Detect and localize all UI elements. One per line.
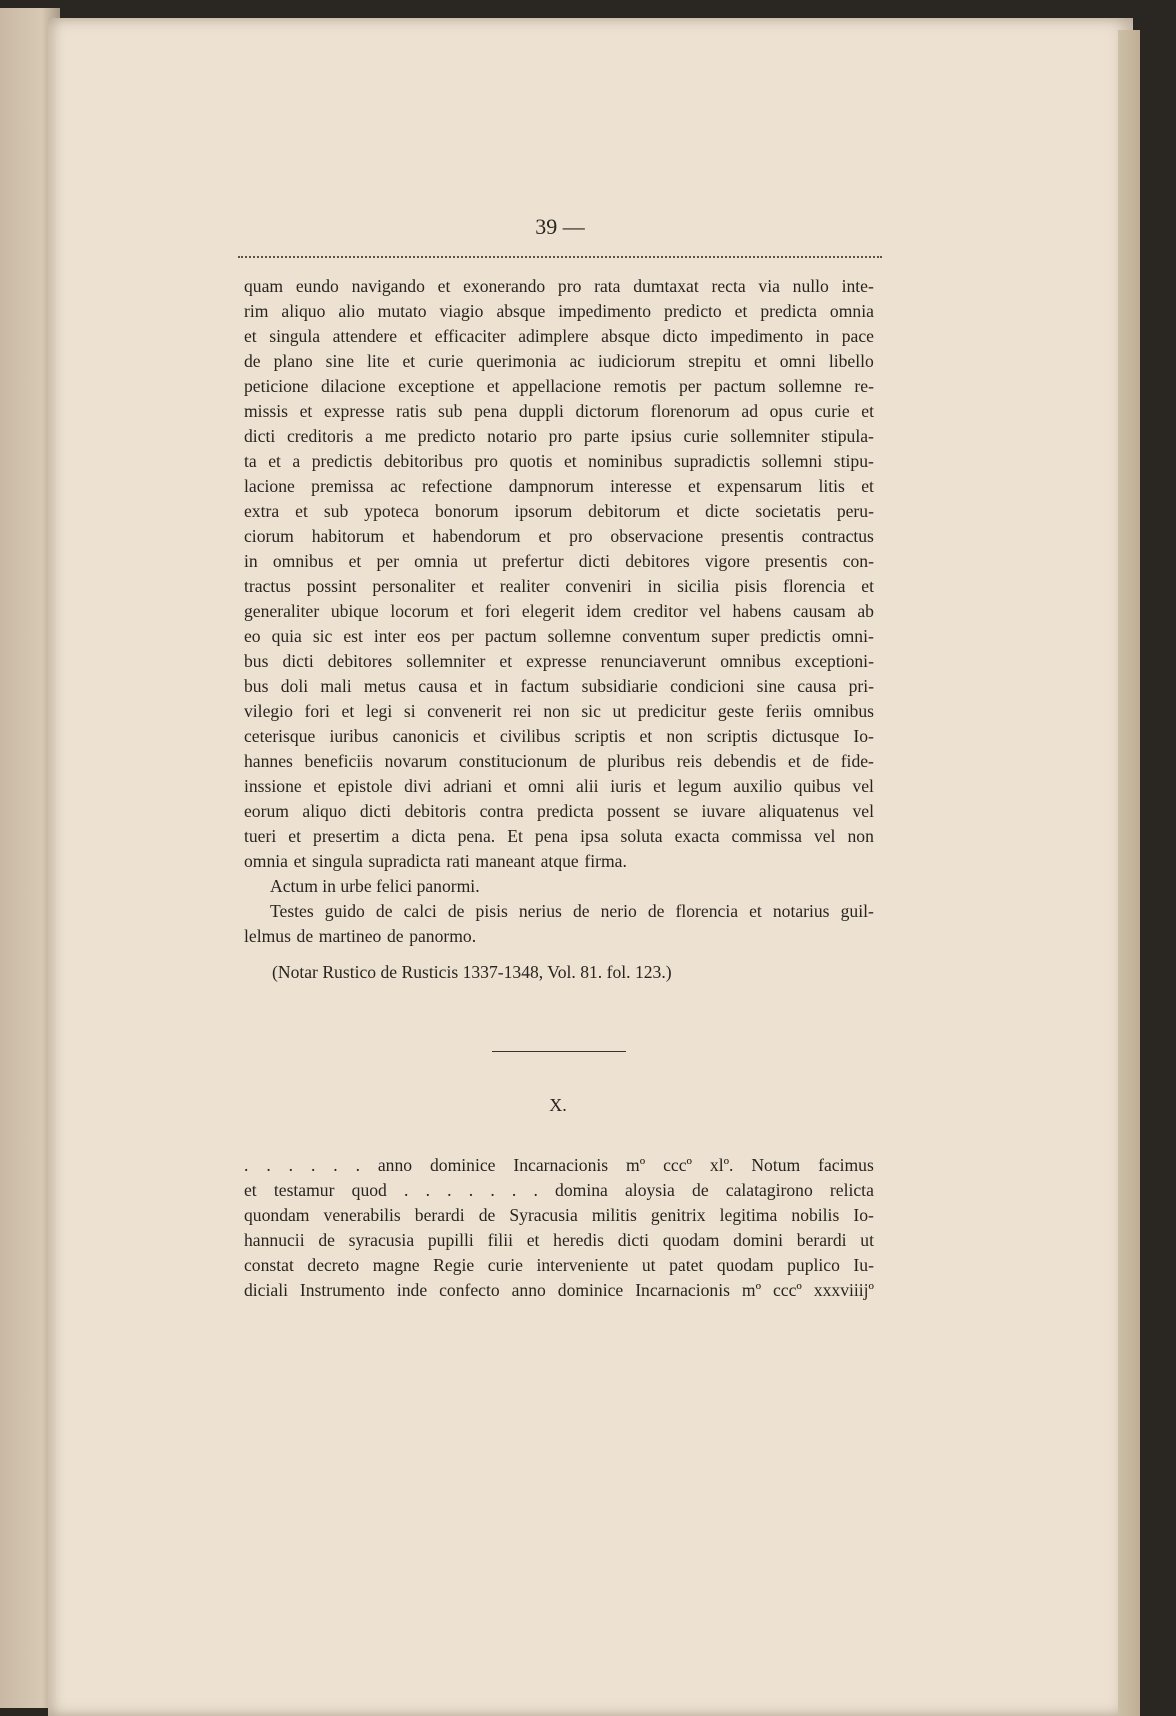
text-line: omnia et singula supradicta rati maneant atque firma. <box>244 851 627 871</box>
section-separator-rule <box>492 1051 626 1052</box>
text-line: in omnibus et per omnia ut prefertur dicti debitores vigore presentis con- <box>244 551 874 571</box>
text-line: ceterisque iuribus canonicis et civilibus scriptis et non scriptis dictusque Io- <box>244 726 874 746</box>
actum-paragraph <box>244 874 874 899</box>
text-line: constat decreto magne Regie curie interveniente ut patet quodam puplico Iu- <box>244 1255 874 1275</box>
text-line: bus doli mali metus causa et in factum subsidiarie condicioni sine causa pri- <box>244 676 874 696</box>
text-line: de plano sine lite et curie querimonia ac iudiciorum strepitu et omni libello <box>244 351 874 371</box>
text-line: tueri et presertim a dicta pena. Et pena ipsa soluta exacta commissa vel non <box>244 826 874 846</box>
section-x-paragraph <box>244 1153 874 1303</box>
page-stack-edge <box>1118 30 1140 1716</box>
text-line: missis et expresse ratis sub pena duppli dictorum florenorum ad opus curie et <box>244 401 874 421</box>
actum-text: Actum in urbe felici panormi. <box>270 876 480 896</box>
text-line: . . . . . . anno dominice Incarnacionis mº cccº xlº. Notum facimus <box>244 1155 874 1175</box>
text-line: rim aliquo alio mutato viagio absque impedimento predicto et predicta omnia <box>244 301 874 321</box>
page-number-header: 39 — <box>535 214 585 239</box>
archival-citation: (Notar Rustico de Rusticis 1337-1348, Vol. 81. fol. 123.) <box>272 962 672 982</box>
text-line: extra et sub ypoteca bonorum ipsorum debitorum et dicte societatis peru- <box>244 501 874 521</box>
text-line: diciali Instrumento inde confecto anno dominice Incarnacionis mº cccº xxxviiijº <box>244 1280 874 1300</box>
text-line: inssione et epistole divi adriani et omni alii iuris et legum auxilio quibus vel <box>244 776 874 796</box>
text-line: quondam venerabilis berardi de Syracusia militis genitrix legitima nobilis Io- <box>244 1205 874 1225</box>
text-line: ta et a predictis debitoribus pro quotis et nominibus supradictis sollemni stipu- <box>244 451 874 471</box>
section-heading: X. <box>549 1095 567 1115</box>
text-line: eo quia sic est inter eos per pactum sollemne conventum super predictis omni- <box>244 626 874 646</box>
header-dotted-rule <box>238 256 882 258</box>
text-line: eorum aliquo dicti debitoris contra predicta possent se iuvare aliquatenus vel <box>244 801 874 821</box>
text-line: dicti creditoris a me predicto notario pro parte ipsius curie sollemniter stipula- <box>244 426 874 446</box>
testes-paragraph <box>244 899 874 949</box>
actum-line <box>244 874 874 899</box>
text-line: et testamur quod . . . . . . . domina aloysia de calatagirono relicta <box>244 1180 874 1200</box>
text-line: bus dicti debitores sollemniter et expresse renunciaverunt omnibus exceptioni- <box>244 651 874 671</box>
text-line: vilegio fori et legi si convenerit rei non sic ut predicitur geste feriis omnibus <box>244 701 874 721</box>
text-line: tractus possint personaliter et realiter conveniri in sicilia pisis florencia et <box>244 576 874 596</box>
text-line: et singula attendere et efficaciter adimplere absque dicto impedimento in pace <box>244 326 874 346</box>
text-line: hannes beneficiis novarum constitucionum de pluribus reis debendis et de fide- <box>244 751 874 771</box>
text-line: hannucii de syracusia pupilli filii et heredis dicti quodam domini berardi ut <box>244 1230 874 1250</box>
text-line: generaliter ubique locorum et fori elegerit idem creditor vel habens causam ab <box>244 601 874 621</box>
text-line: lacione premissa ac refectione dampnorum interesse et expensarum litis et <box>244 476 874 496</box>
text-line: quam eundo navigando et exonerando pro rata dumtaxat recta via nullo inte- <box>244 276 874 296</box>
main-paragraph <box>244 274 874 874</box>
text-line: lelmus de martineo de panormo. <box>244 926 477 946</box>
text-line: ciorum habitorum et habendorum et pro observacione presentis contractus <box>244 526 874 546</box>
text-line: peticione dilacione exceptione et appellacione remotis per pactum sollemne re- <box>244 376 874 396</box>
text-line: Testes guido de calci de pisis nerius de nerio de florencia et notarius guil- <box>270 901 874 921</box>
